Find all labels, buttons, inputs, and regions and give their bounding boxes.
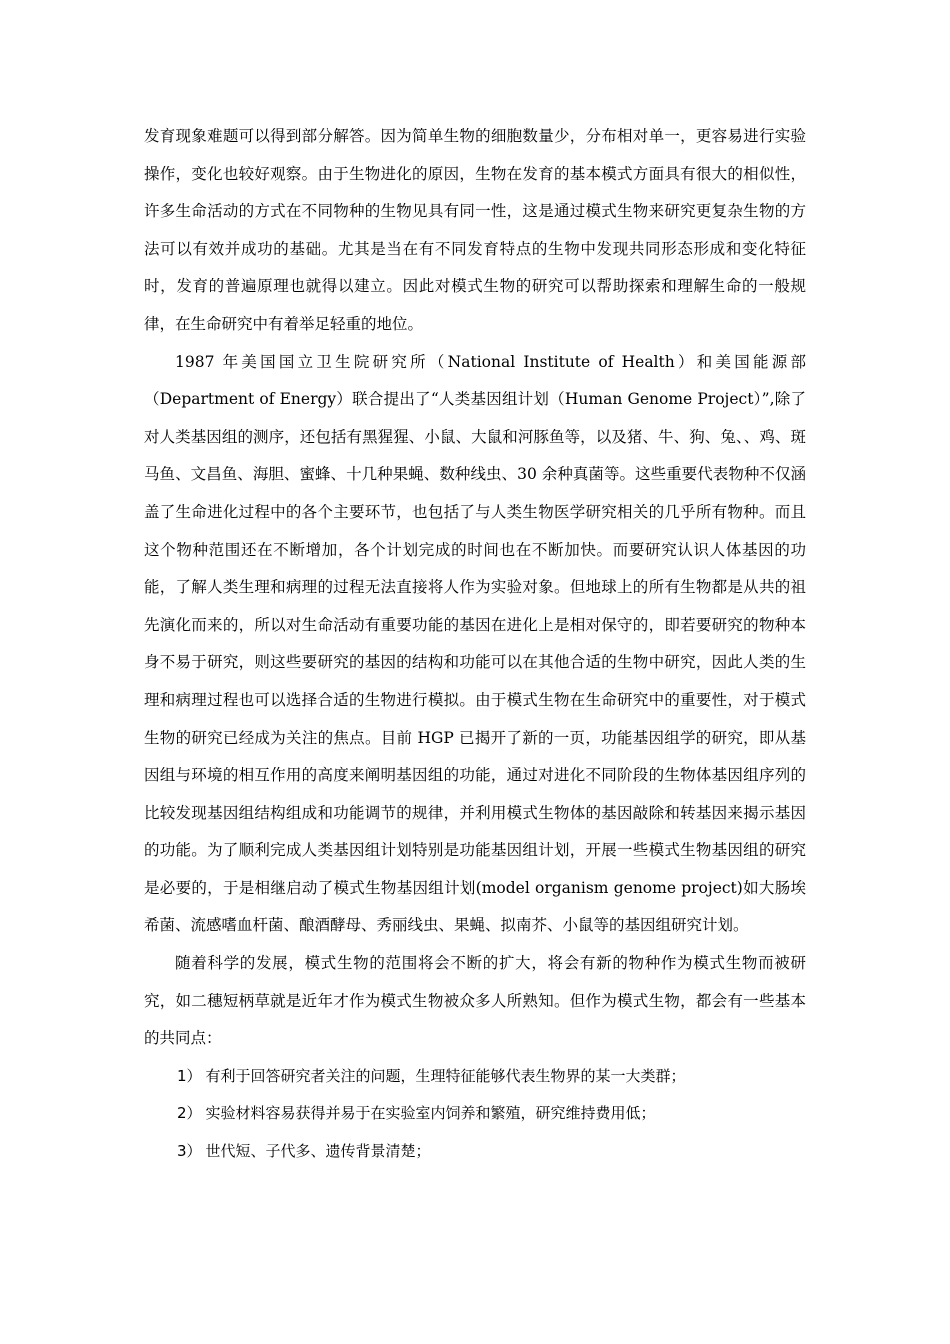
- list-item-number: 3）: [177, 1142, 202, 1161]
- list-item-text: 有利于回答研究者关注的问题，生理特征能够代表生物界的某一大类群；: [205, 1066, 686, 1085]
- paragraph-model-organism-intro: 发育现象难题可以得到部分解答。因为简单生物的细胞数量少，分布相对单一，更容易进行实验操作，变化也较好观察。由于生物进化的原因，生物在发育的基本模式方面具有很大的相似性，许多生命活动的方式在不同物种的生物见具有同一性，这是通过模式生物来研究更复杂生物的方法可以有效并成功的基础。尤其是当在有不同发育特点的生物中发现共同形态形成和变化特征时，发育的普遍原理也就得以建立。因此对模式生物的研究可以帮助探索和理解生命的一般规律，在生命研究中有着举足轻重的地位。: [144, 127, 806, 333]
- list-item-number: 1）: [177, 1066, 202, 1085]
- paragraph-common-features: 随着科学的发展，模式生物的范围将会不断的扩大，将会有新的物种作为模式生物而被研究，如二穗短柄草就是近年才作为模式生物被众多人所熟知。但作为模式生物，都会有一些基本的共同点：: [144, 954, 806, 1048]
- common-features-list: [144, 1058, 806, 1171]
- list-item-text: 世代短、子代多、遗传背景清楚；: [205, 1142, 431, 1161]
- paragraph-human-genome-project: 1987 年美国国立卫生院研究所（National Institute of Health）和美国能源部（Department of Energy）联合提出了“人类基因组计划（Human Genome Project）”,除了对人类基因组的测序，还包括有黑猩猩、小鼠、大鼠和河豚鱼等，以及猪、牛、狗、兔、、鸡、斑马鱼、文昌鱼、海胆、蜜蜂、十几种果蝇、数种线虫、30 余种真菌等。这些重要代表物种不仅涵盖了生命进化过程中的各个主要环节，也包括了与人类生物医学研究相关的几乎所有物种。而且这个物种范围还在不断增加，各个计划完成的时间也在不断加快。而要研究认识人体基因的功能，了解人类生理和病理的过程无法直接将人作为实验对象。但地球上的所有生物都是从共的祖先演化而来的，所以对生命活动有重要功能的基因在进化上是相对保守的，即若要研究的物种本身不易于研究，则这些要研究的基因的结构和功能可以在其他合适的生物中研究，因此人类的生理和病理过程也可以选择合适的生物进行模拟。由于模式生物在生命研究中的重要性，对于模式生物的研究已经成为关注的焦点。目前 HGP 已揭开了新的一页，功能基因组学的研究，即从基因组与环境的相互作用的高度来阐明基因组的功能，通过对进化不同阶段的生物体基因组序列的比较发现基因组结构组成和功能调节的规律，并利用模式生物体的基因敲除和转基因来揭示基因的功能。为了顺利完成人类基因组计划特别是功能基因组计划，开展一些模式生物基因组的研究是必要的，于是相继启动了模式生物基因组计划(model organism genome project)如大肠埃希菌、流感嗜血杆菌、酿酒酵母、秀丽线虫、果蝇、拟南芥、小鼠等的基因组研究计划。: [144, 352, 806, 935]
- list-item-number: 2）: [177, 1104, 202, 1123]
- document-body: [144, 118, 806, 1171]
- list-item: [144, 1095, 806, 1133]
- list-item: [144, 1058, 806, 1096]
- list-item-text: 实验材料容易获得并易于在实验室内饲养和繁殖，研究维持费用低；: [205, 1104, 656, 1123]
- list-item: [144, 1133, 806, 1171]
